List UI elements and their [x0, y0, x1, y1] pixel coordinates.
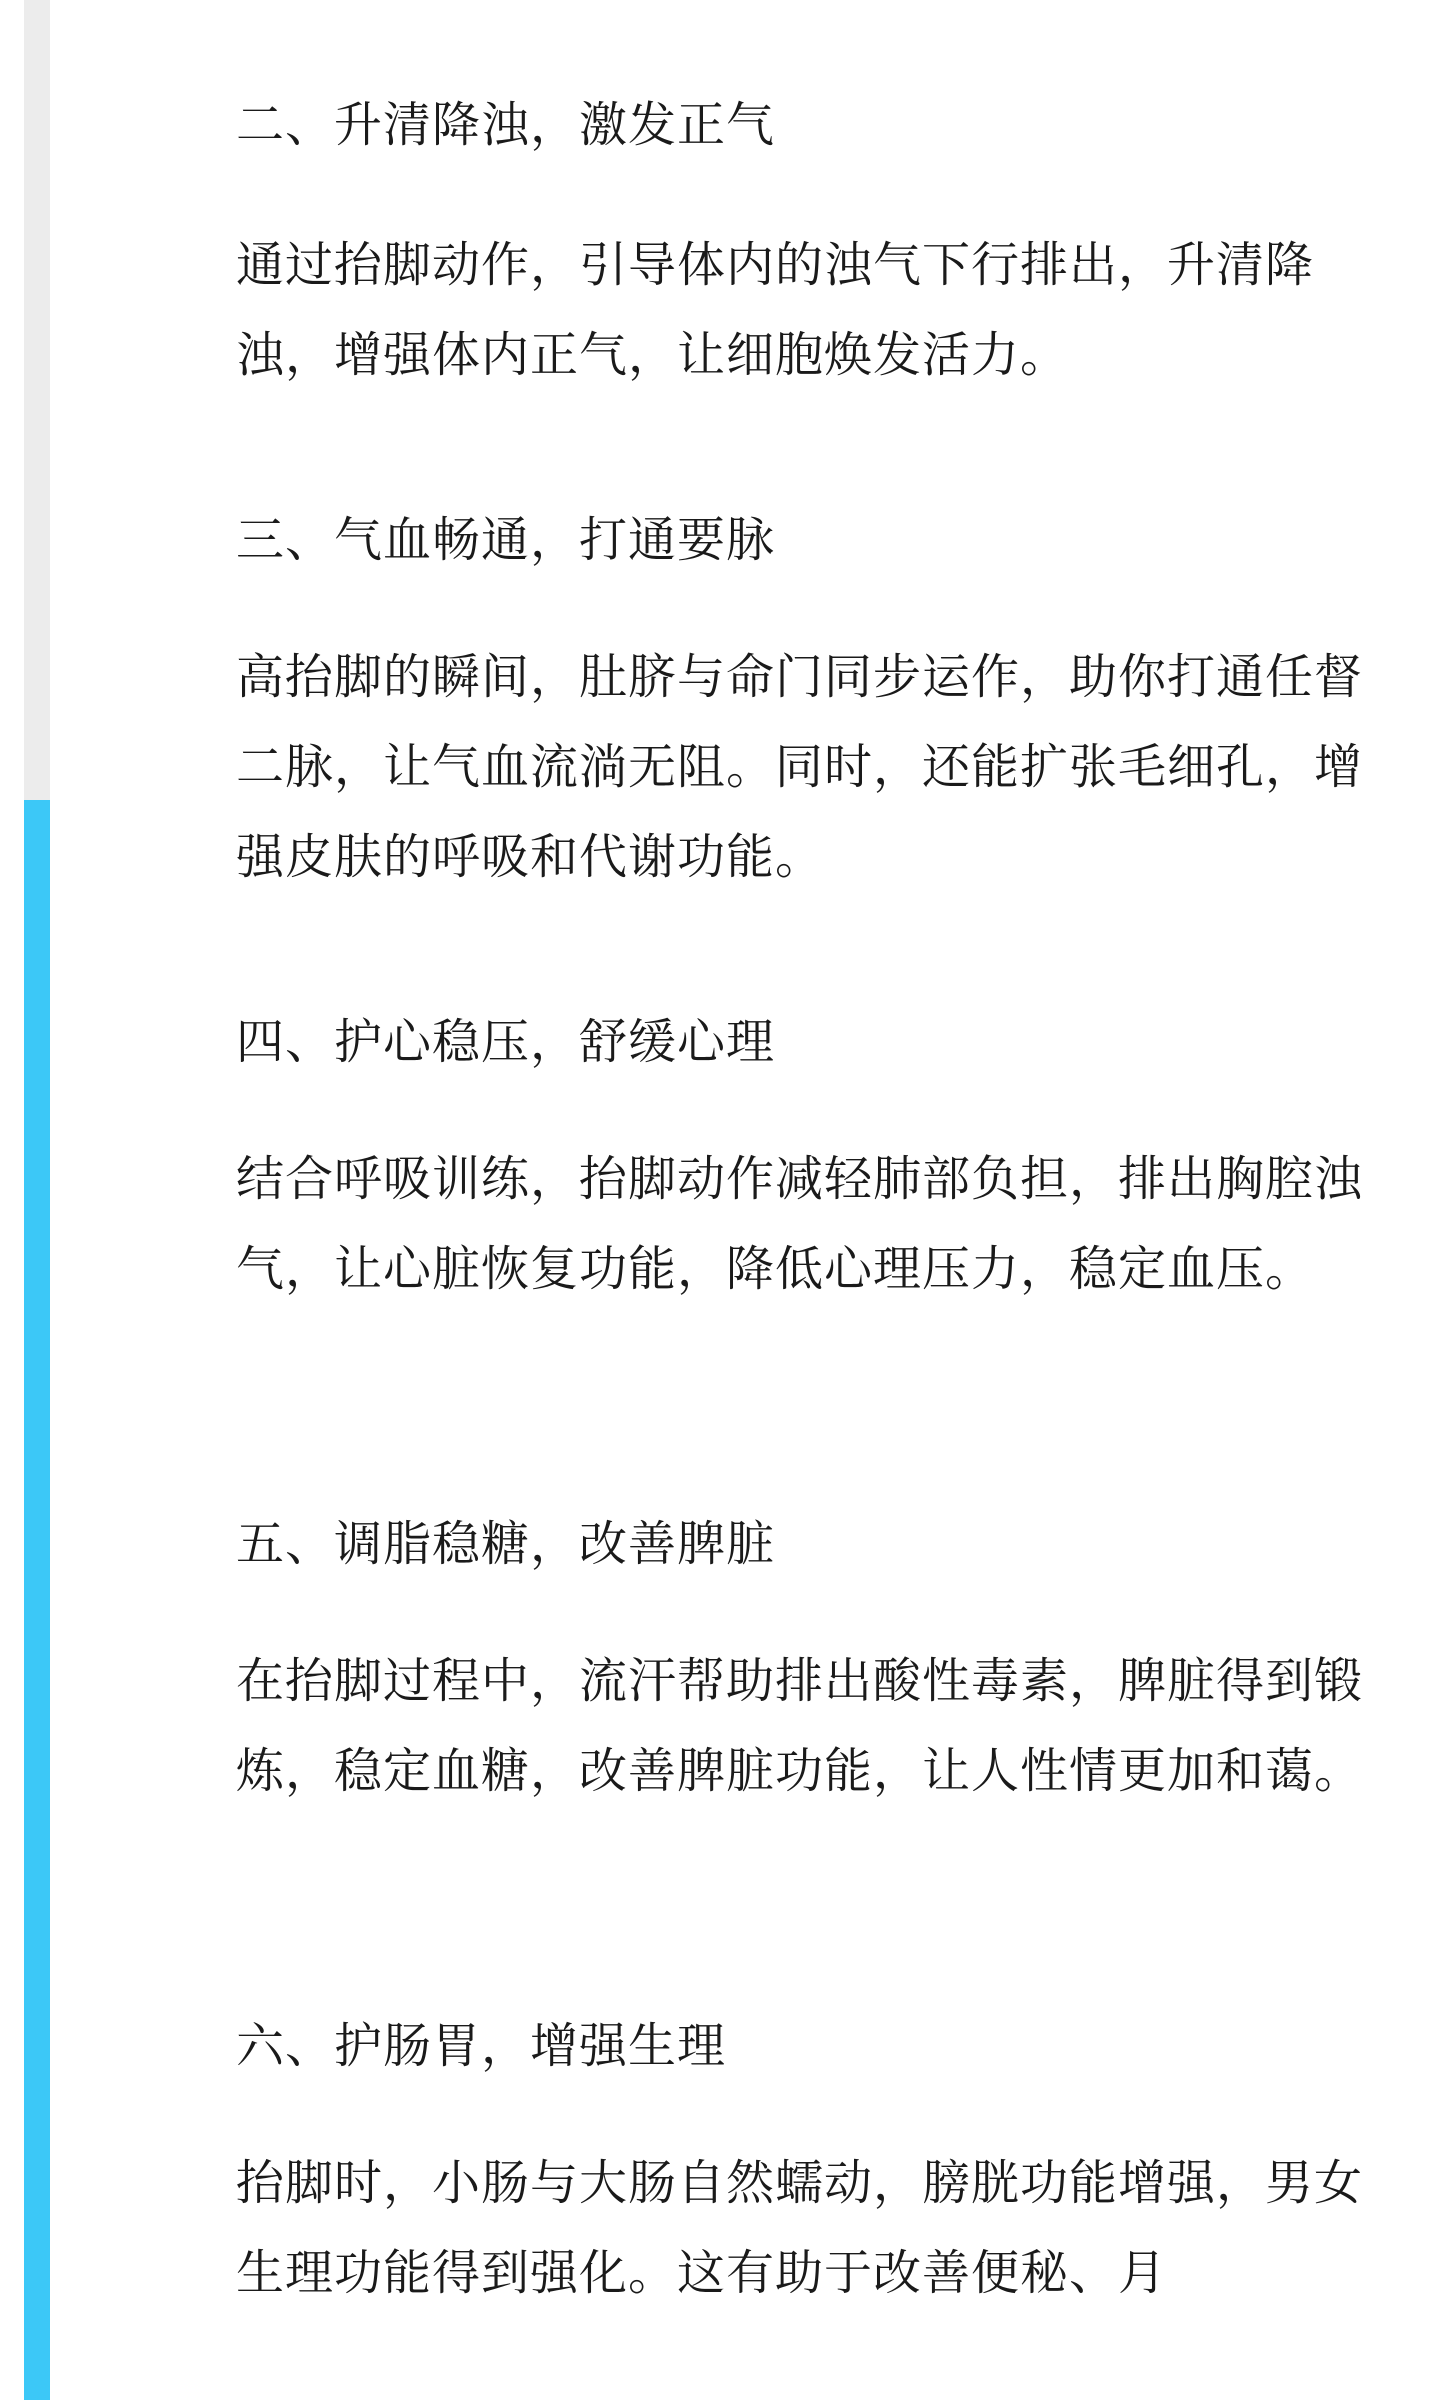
section-paragraph: 结合呼吸训练，抬脚动作减轻肺部负担，排出胸腔浊气，让心脏恢复功能，降低心理压力，稳定血压。 [236, 1151, 1364, 1297]
section-heading: 六、护肠胃，增强生理 [236, 2018, 727, 2074]
section-paragraph: 在抬脚过程中，流汗帮助排出酸性毒素，脾脏得到锻炼，稳定血糖，改善脾脏功能，让人性情更加和蔼。 [236, 1653, 1364, 1799]
section-heading: 三、气血畅通，打通要脉 [236, 512, 776, 568]
section-paragraph: 抬脚时，小肠与大肠自然蠕动，膀胱功能增强，男女生理功能得到强化。这有助于改善便秘、月 [236, 2155, 1364, 2301]
section-heading: 五、调脂稳糖，改善脾脏 [236, 1516, 776, 1572]
section-paragraph: 高抬脚的瞬间，肚脐与命门同步运作，助你打通任督二脉，让气血流淌无阻。同时，还能扩张毛细孔，增强皮肤的呼吸和代谢功能。 [236, 649, 1364, 885]
section-heading: 二、升清降浊，激发正气 [236, 97, 776, 153]
section-paragraph: 通过抬脚动作，引导体内的浊气下行排出，升清降浊，增强体内正气，让细胞焕发活力。 [236, 237, 1315, 383]
scroll-progress-indicator[interactable] [24, 800, 50, 2400]
section-heading: 四、护心稳压，舒缓心理 [236, 1014, 776, 1070]
